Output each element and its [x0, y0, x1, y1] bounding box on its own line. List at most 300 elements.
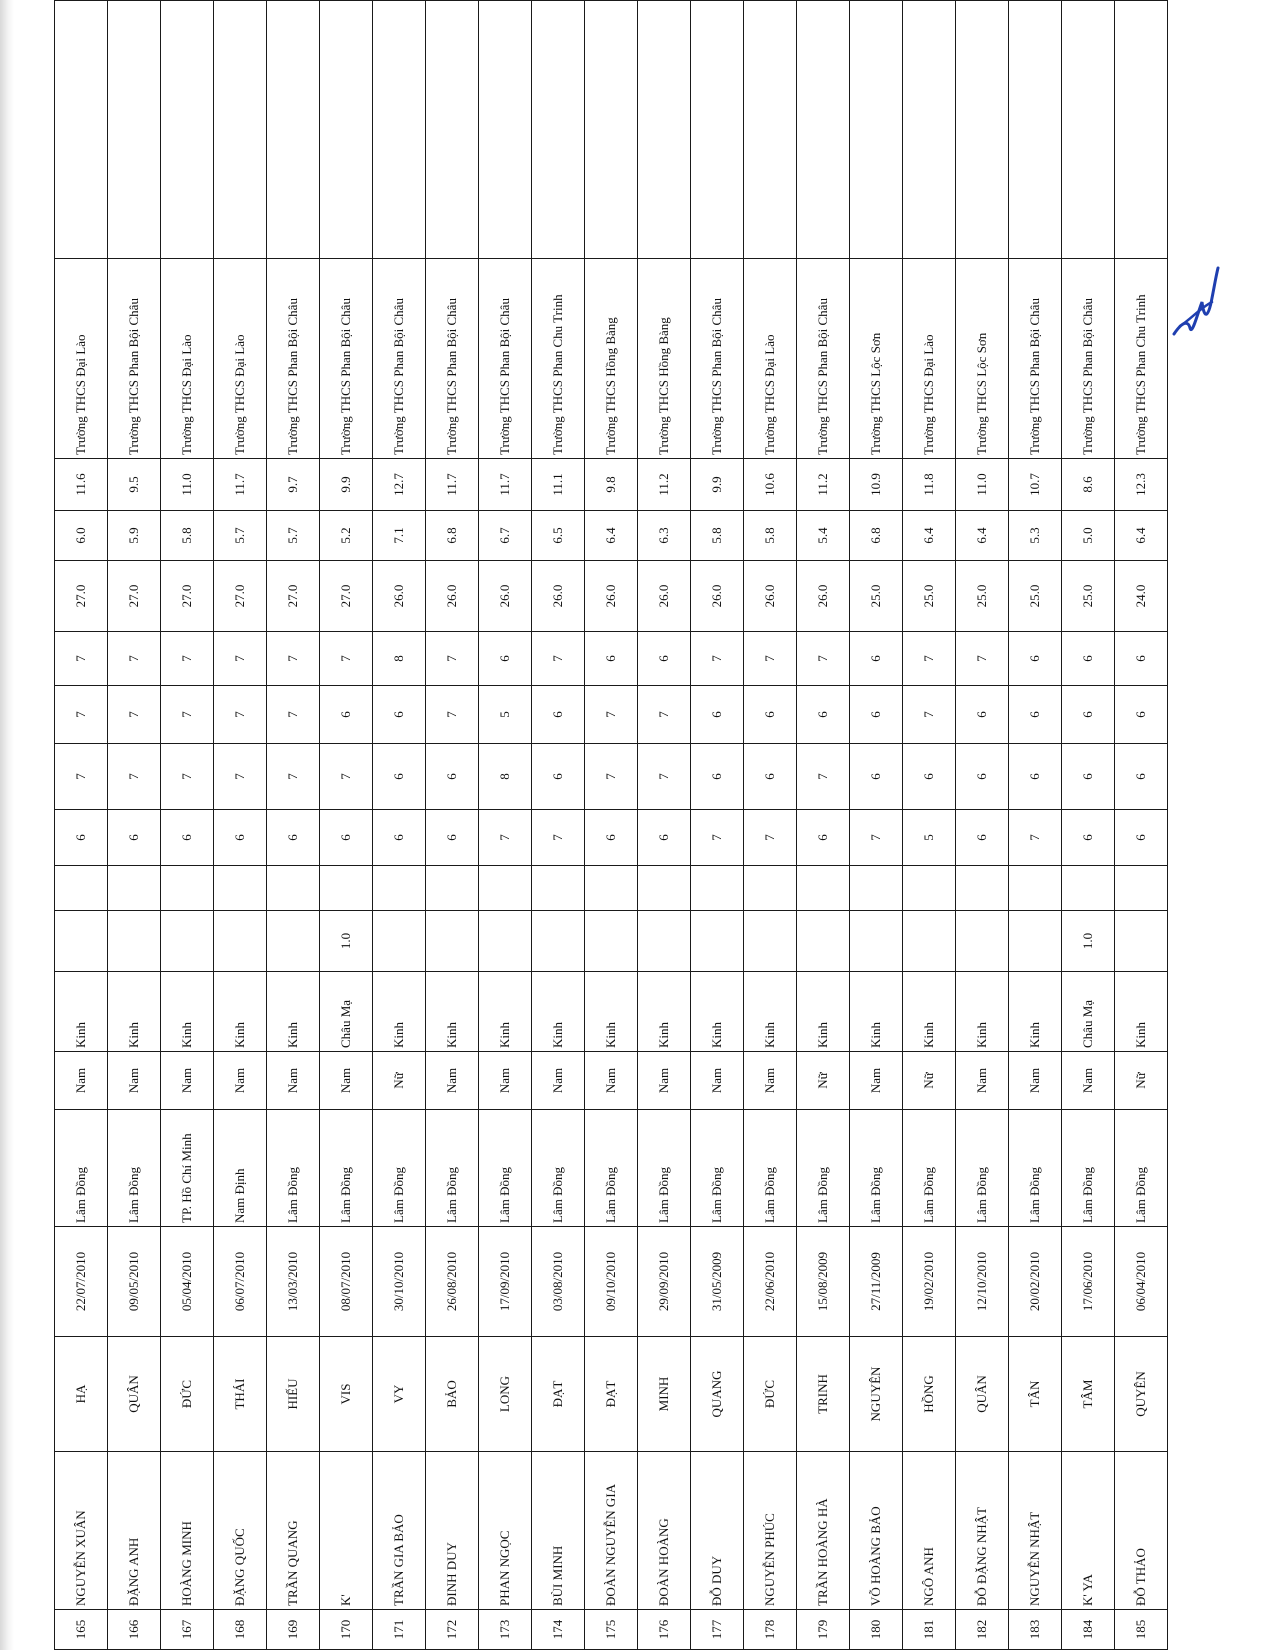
- bonus-points: [956, 911, 1009, 972]
- gender: Nam: [638, 1052, 691, 1110]
- date-of-birth: 12/10/2010: [956, 1227, 1009, 1337]
- score-1: 7: [1009, 810, 1062, 866]
- score-b: 9.9: [320, 459, 373, 511]
- table-row: [108, 0, 161, 1650]
- ethnicity: Kinh: [214, 972, 267, 1052]
- score-a: 6.4: [1115, 511, 1168, 561]
- empty-cell: [638, 866, 691, 911]
- total-score: 26.0: [691, 561, 744, 632]
- score-3: 7: [214, 686, 267, 744]
- ethnicity: Châu Mạ: [1062, 972, 1115, 1052]
- score-b: 11.1: [532, 459, 585, 511]
- school-name: Trường THCS Đại Lào: [55, 259, 108, 459]
- school-name: Trường THCS Đại Lào: [744, 259, 797, 459]
- note: [1062, 1, 1115, 259]
- birthplace: Lâm Đồng: [426, 1110, 479, 1227]
- score-a: 7.1: [373, 511, 426, 561]
- row-number: 176: [638, 1610, 691, 1650]
- score-3: 6: [532, 686, 585, 744]
- score-2: 6: [956, 744, 1009, 810]
- school-name: Trường THCS Phan Bội Châu: [1062, 259, 1115, 459]
- first-name: VY: [373, 1337, 426, 1452]
- score-3: 7: [638, 686, 691, 744]
- score-1: 7: [850, 810, 903, 866]
- scan-edge: [0, 0, 14, 1650]
- choice: [267, 0, 320, 1]
- ethnicity: Kinh: [585, 972, 638, 1052]
- gender: Nam: [956, 1052, 1009, 1110]
- gender: Nam: [1062, 1052, 1115, 1110]
- ethnicity: Kinh: [638, 972, 691, 1052]
- score-3: 6: [320, 686, 373, 744]
- note: [744, 1, 797, 259]
- score-1: 6: [585, 810, 638, 866]
- date-of-birth: 13/03/2010: [267, 1227, 320, 1337]
- score-b: 11.7: [214, 459, 267, 511]
- empty-cell: [744, 866, 797, 911]
- score-a: 6.7: [479, 511, 532, 561]
- birthplace: Lâm Đồng: [1062, 1110, 1115, 1227]
- bonus-points: [850, 911, 903, 972]
- school-name: Trường THCS Phan Bội Châu: [479, 259, 532, 459]
- empty-cell: [850, 866, 903, 911]
- note: [532, 1, 585, 259]
- score-4: 6: [585, 632, 638, 686]
- note: [797, 1, 850, 259]
- school-name: Trường THCS Phan Bội Châu: [1009, 259, 1062, 459]
- score-3: 6: [373, 686, 426, 744]
- score-3: 6: [1062, 686, 1115, 744]
- table-row: [744, 0, 797, 1650]
- score-3: 7: [161, 686, 214, 744]
- birthplace: Lâm Đồng: [108, 1110, 161, 1227]
- last-name: ĐỖ THẢO: [1115, 1452, 1168, 1610]
- birthplace: Lâm Đồng: [55, 1110, 108, 1227]
- total-score: 26.0: [479, 561, 532, 632]
- row-number: 183: [1009, 1610, 1062, 1650]
- score-4: 7: [691, 632, 744, 686]
- table-row: [267, 0, 320, 1650]
- last-name: NGUYỄN XUÂN: [55, 1452, 108, 1610]
- row-number: 172: [426, 1610, 479, 1650]
- score-b: 12.3: [1115, 459, 1168, 511]
- first-name: QUÂN: [956, 1337, 1009, 1452]
- last-name: HOÀNG MINH: [161, 1452, 214, 1610]
- last-name: K' YA: [1062, 1452, 1115, 1610]
- first-name: LONG: [479, 1337, 532, 1452]
- score-a: 6.4: [903, 511, 956, 561]
- score-b: 9.8: [585, 459, 638, 511]
- score-2: 6: [532, 744, 585, 810]
- note: [479, 1, 532, 259]
- school-name: Trường THCS Đại Lào: [161, 259, 214, 459]
- score-2: 6: [1062, 744, 1115, 810]
- date-of-birth: 31/05/2009: [691, 1227, 744, 1337]
- score-a: 6.8: [426, 511, 479, 561]
- score-2: 6: [1115, 744, 1168, 810]
- score-b: 11.6: [55, 459, 108, 511]
- ethnicity: Kinh: [55, 972, 108, 1052]
- score-3: 7: [267, 686, 320, 744]
- school-name: Trường THCS Lộc Sơn: [956, 259, 1009, 459]
- date-of-birth: 03/08/2010: [532, 1227, 585, 1337]
- table-row: [55, 0, 108, 1650]
- bonus-points: 1.0: [320, 911, 373, 972]
- first-name: VIS: [320, 1337, 373, 1452]
- choice: [479, 0, 532, 1]
- score-b: 9.7: [267, 459, 320, 511]
- choice: [850, 0, 903, 1]
- total-score: 27.0: [320, 561, 373, 632]
- last-name: NGÔ ANH: [903, 1452, 956, 1610]
- score-b: 9.9: [691, 459, 744, 511]
- choice: [1009, 0, 1062, 1]
- date-of-birth: 22/06/2010: [744, 1227, 797, 1337]
- rotated-sheet: [54, 0, 1164, 1650]
- score-b: 11.2: [797, 459, 850, 511]
- note: [638, 1, 691, 259]
- gender: Nữ: [1115, 1052, 1168, 1110]
- score-2: 6: [691, 744, 744, 810]
- note: [903, 1, 956, 259]
- score-1: 6: [214, 810, 267, 866]
- score-a: 5.8: [161, 511, 214, 561]
- score-2: 7: [797, 744, 850, 810]
- school-name: Trường THCS Phan Bội Châu: [320, 259, 373, 459]
- first-name: QUANG: [691, 1337, 744, 1452]
- gender: Nam: [850, 1052, 903, 1110]
- score-1: 6: [161, 810, 214, 866]
- first-name: ĐỨC: [744, 1337, 797, 1452]
- total-score: 26.0: [532, 561, 585, 632]
- ethnicity: Kinh: [1009, 972, 1062, 1052]
- last-name: PHAN NGỌC: [479, 1452, 532, 1610]
- school-name: Trường THCS Phan Bội Châu: [426, 259, 479, 459]
- birthplace: Lâm Đồng: [1115, 1110, 1168, 1227]
- date-of-birth: 06/04/2010: [1115, 1227, 1168, 1337]
- ethnicity: Kinh: [1115, 972, 1168, 1052]
- last-name: ĐỖ ĐẶNG NHẬT: [956, 1452, 1009, 1610]
- score-a: 5.0: [1062, 511, 1115, 561]
- bonus-points: [1115, 911, 1168, 972]
- score-1: 6: [956, 810, 1009, 866]
- birthplace: Lâm Đồng: [479, 1110, 532, 1227]
- date-of-birth: 09/05/2010: [108, 1227, 161, 1337]
- score-4: 7: [744, 632, 797, 686]
- ethnicity: Kinh: [797, 972, 850, 1052]
- choice: [108, 0, 161, 1]
- score-a: 5.4: [797, 511, 850, 561]
- first-name: NGUYÊN: [850, 1337, 903, 1452]
- score-3: 6: [956, 686, 1009, 744]
- school-name: Trường THCS Đại Lào: [903, 259, 956, 459]
- note: [320, 1, 373, 259]
- empty-cell: [532, 866, 585, 911]
- row-number: 181: [903, 1610, 956, 1650]
- ethnicity: Châu Mạ: [320, 972, 373, 1052]
- score-a: 5.8: [744, 511, 797, 561]
- school-name: Trường THCS Lộc Sơn: [850, 259, 903, 459]
- bonus-points: [744, 911, 797, 972]
- bonus-points: [797, 911, 850, 972]
- bonus-points: [55, 911, 108, 972]
- school-name: Trường THCS Phan Bội Châu: [797, 259, 850, 459]
- empty-cell: [585, 866, 638, 911]
- table-row: [956, 0, 1009, 1650]
- choice: [320, 0, 373, 1]
- score-2: 7: [585, 744, 638, 810]
- score-2: 6: [373, 744, 426, 810]
- first-name: BẢO: [426, 1337, 479, 1452]
- empty-cell: [108, 866, 161, 911]
- score-4: 6: [479, 632, 532, 686]
- date-of-birth: 26/08/2010: [426, 1227, 479, 1337]
- row-number: 165: [55, 1610, 108, 1650]
- row-number: 167: [161, 1610, 214, 1650]
- score-a: 5.2: [320, 511, 373, 561]
- last-name: ĐOÀN NGUYỄN GIA: [585, 1452, 638, 1610]
- note: [161, 1, 214, 259]
- score-2: 6: [903, 744, 956, 810]
- table-row: [320, 0, 373, 1650]
- last-name: ĐINH DUY: [426, 1452, 479, 1610]
- table-row: [161, 0, 214, 1650]
- gender: Nữ: [797, 1052, 850, 1110]
- ethnicity: Kinh: [373, 972, 426, 1052]
- bonus-points: [479, 911, 532, 972]
- score-3: 6: [797, 686, 850, 744]
- row-number: 170: [320, 1610, 373, 1650]
- birthplace: Lâm Đồng: [267, 1110, 320, 1227]
- row-number: 168: [214, 1610, 267, 1650]
- score-a: 6.5: [532, 511, 585, 561]
- score-2: 7: [55, 744, 108, 810]
- school-name: Trường THCS Phan Bội Châu: [691, 259, 744, 459]
- date-of-birth: 20/02/2010: [1009, 1227, 1062, 1337]
- school-name: Trường THCS Đại Lào: [214, 259, 267, 459]
- row-number: 171: [373, 1610, 426, 1650]
- gender: Nam: [426, 1052, 479, 1110]
- row-number: 175: [585, 1610, 638, 1650]
- ethnicity: Kinh: [426, 972, 479, 1052]
- total-score: 25.0: [956, 561, 1009, 632]
- score-2: 7: [161, 744, 214, 810]
- empty-cell: [214, 866, 267, 911]
- table-row: [903, 0, 956, 1650]
- note: [267, 1, 320, 259]
- birthplace: Lâm Đồng: [850, 1110, 903, 1227]
- score-a: 5.7: [214, 511, 267, 561]
- gender: Nam: [267, 1052, 320, 1110]
- student-table: [54, 0, 1168, 1650]
- gender: Nam: [214, 1052, 267, 1110]
- empty-cell: [426, 866, 479, 911]
- score-b: 10.9: [850, 459, 903, 511]
- empty-cell: [691, 866, 744, 911]
- total-score: 25.0: [1062, 561, 1115, 632]
- score-2: 7: [214, 744, 267, 810]
- bonus-points: [532, 911, 585, 972]
- choice: [1115, 0, 1168, 1]
- gender: Nữ: [903, 1052, 956, 1110]
- choice: [585, 0, 638, 1]
- school-name: Trường THCS Hồng Bàng: [585, 259, 638, 459]
- date-of-birth: 17/06/2010: [1062, 1227, 1115, 1337]
- empty-cell: [55, 866, 108, 911]
- score-b: 10.7: [1009, 459, 1062, 511]
- choice: [55, 0, 108, 1]
- ethnicity: Kinh: [267, 972, 320, 1052]
- empty-cell: [956, 866, 1009, 911]
- date-of-birth: 05/04/2010: [161, 1227, 214, 1337]
- school-name: Trường THCS Phan Chu Trinh: [1115, 259, 1168, 459]
- last-name: VÕ HOÀNG BẢO: [850, 1452, 903, 1610]
- score-1: 6: [638, 810, 691, 866]
- score-4: 8: [373, 632, 426, 686]
- score-4: 7: [267, 632, 320, 686]
- table-row: [585, 0, 638, 1650]
- note: [426, 1, 479, 259]
- date-of-birth: 29/09/2010: [638, 1227, 691, 1337]
- first-name: ĐẠT: [532, 1337, 585, 1452]
- gender: Nam: [585, 1052, 638, 1110]
- bonus-points: 1.0: [1062, 911, 1115, 972]
- score-2: 6: [426, 744, 479, 810]
- score-4: 7: [55, 632, 108, 686]
- bonus-points: [585, 911, 638, 972]
- gender: Nam: [108, 1052, 161, 1110]
- score-4: 7: [797, 632, 850, 686]
- table-row: [1115, 0, 1168, 1650]
- table-row: [214, 0, 267, 1650]
- score-1: 6: [55, 810, 108, 866]
- score-b: 11.7: [426, 459, 479, 511]
- ethnicity: Kinh: [956, 972, 1009, 1052]
- note: [373, 1, 426, 259]
- bonus-points: [267, 911, 320, 972]
- last-name: ĐOÀN HOÀNG: [638, 1452, 691, 1610]
- last-name: ĐẶNG ANH: [108, 1452, 161, 1610]
- score-4: 6: [1009, 632, 1062, 686]
- school-name: Trường THCS Phan Bội Châu: [373, 259, 426, 459]
- score-1: 6: [267, 810, 320, 866]
- last-name: TRẦN HOÀNG HÀ: [797, 1452, 850, 1610]
- date-of-birth: 09/10/2010: [585, 1227, 638, 1337]
- score-b: 12.7: [373, 459, 426, 511]
- gender: Nam: [744, 1052, 797, 1110]
- score-b: 11.0: [956, 459, 1009, 511]
- table-row: [850, 0, 903, 1650]
- total-score: 27.0: [55, 561, 108, 632]
- score-4: 6: [1062, 632, 1115, 686]
- score-4: 7: [108, 632, 161, 686]
- date-of-birth: 22/07/2010: [55, 1227, 108, 1337]
- bonus-points: [161, 911, 214, 972]
- empty-cell: [320, 866, 373, 911]
- empty-cell: [1062, 866, 1115, 911]
- note: [1009, 1, 1062, 259]
- first-name: QUYÊN: [1115, 1337, 1168, 1452]
- empty-cell: [479, 866, 532, 911]
- last-name: NGUYỄN PHÚC: [744, 1452, 797, 1610]
- score-1: 7: [479, 810, 532, 866]
- score-3: 6: [850, 686, 903, 744]
- bonus-points: [691, 911, 744, 972]
- row-number: 184: [1062, 1610, 1115, 1650]
- birthplace: Lâm Đồng: [320, 1110, 373, 1227]
- note: [956, 1, 1009, 259]
- ethnicity: Kinh: [532, 972, 585, 1052]
- last-name: TRẦN GIA BẢO: [373, 1452, 426, 1610]
- last-name: BÙI MINH: [532, 1452, 585, 1610]
- empty-cell: [161, 866, 214, 911]
- choice: [797, 0, 850, 1]
- gender: Nam: [532, 1052, 585, 1110]
- first-name: HỒNG: [903, 1337, 956, 1452]
- score-1: 7: [744, 810, 797, 866]
- choice: [744, 0, 797, 1]
- birthplace: Nam Định: [214, 1110, 267, 1227]
- date-of-birth: 06/07/2010: [214, 1227, 267, 1337]
- last-name: TRẦN QUANG: [267, 1452, 320, 1610]
- score-3: 6: [691, 686, 744, 744]
- bonus-points: [108, 911, 161, 972]
- score-2: 6: [744, 744, 797, 810]
- birthplace: Lâm Đồng: [373, 1110, 426, 1227]
- table-row: [1009, 0, 1062, 1650]
- score-1: 5: [903, 810, 956, 866]
- bonus-points: [373, 911, 426, 972]
- first-name: QUÂN: [108, 1337, 161, 1452]
- total-score: 25.0: [1009, 561, 1062, 632]
- date-of-birth: 15/08/2009: [797, 1227, 850, 1337]
- score-4: 6: [638, 632, 691, 686]
- row-number: 166: [108, 1610, 161, 1650]
- birthplace: Lâm Đồng: [638, 1110, 691, 1227]
- empty-cell: [1115, 866, 1168, 911]
- note: [691, 1, 744, 259]
- table-row: [1062, 0, 1115, 1650]
- date-of-birth: 19/02/2010: [903, 1227, 956, 1337]
- note: [214, 1, 267, 259]
- score-a: 6.0: [55, 511, 108, 561]
- date-of-birth: 30/10/2010: [373, 1227, 426, 1337]
- row-number: 173: [479, 1610, 532, 1650]
- score-1: 6: [373, 810, 426, 866]
- total-score: 26.0: [797, 561, 850, 632]
- date-of-birth: 17/09/2010: [479, 1227, 532, 1337]
- score-a: 6.8: [850, 511, 903, 561]
- score-a: 5.9: [108, 511, 161, 561]
- score-4: 6: [850, 632, 903, 686]
- school-name: Trường THCS Phan Bội Châu: [267, 259, 320, 459]
- score-b: 11.8: [903, 459, 956, 511]
- choice: [373, 0, 426, 1]
- table-row: [373, 0, 426, 1650]
- score-2: 8: [479, 744, 532, 810]
- choice: [691, 0, 744, 1]
- date-of-birth: 08/07/2010: [320, 1227, 373, 1337]
- score-4: 6: [1115, 632, 1168, 686]
- first-name: HẠ: [55, 1337, 108, 1452]
- table-row: [691, 0, 744, 1650]
- date-of-birth: 27/11/2009: [850, 1227, 903, 1337]
- first-name: TÂN: [1009, 1337, 1062, 1452]
- score-a: 6.4: [956, 511, 1009, 561]
- score-1: 6: [1115, 810, 1168, 866]
- score-3: 6: [744, 686, 797, 744]
- total-score: 27.0: [161, 561, 214, 632]
